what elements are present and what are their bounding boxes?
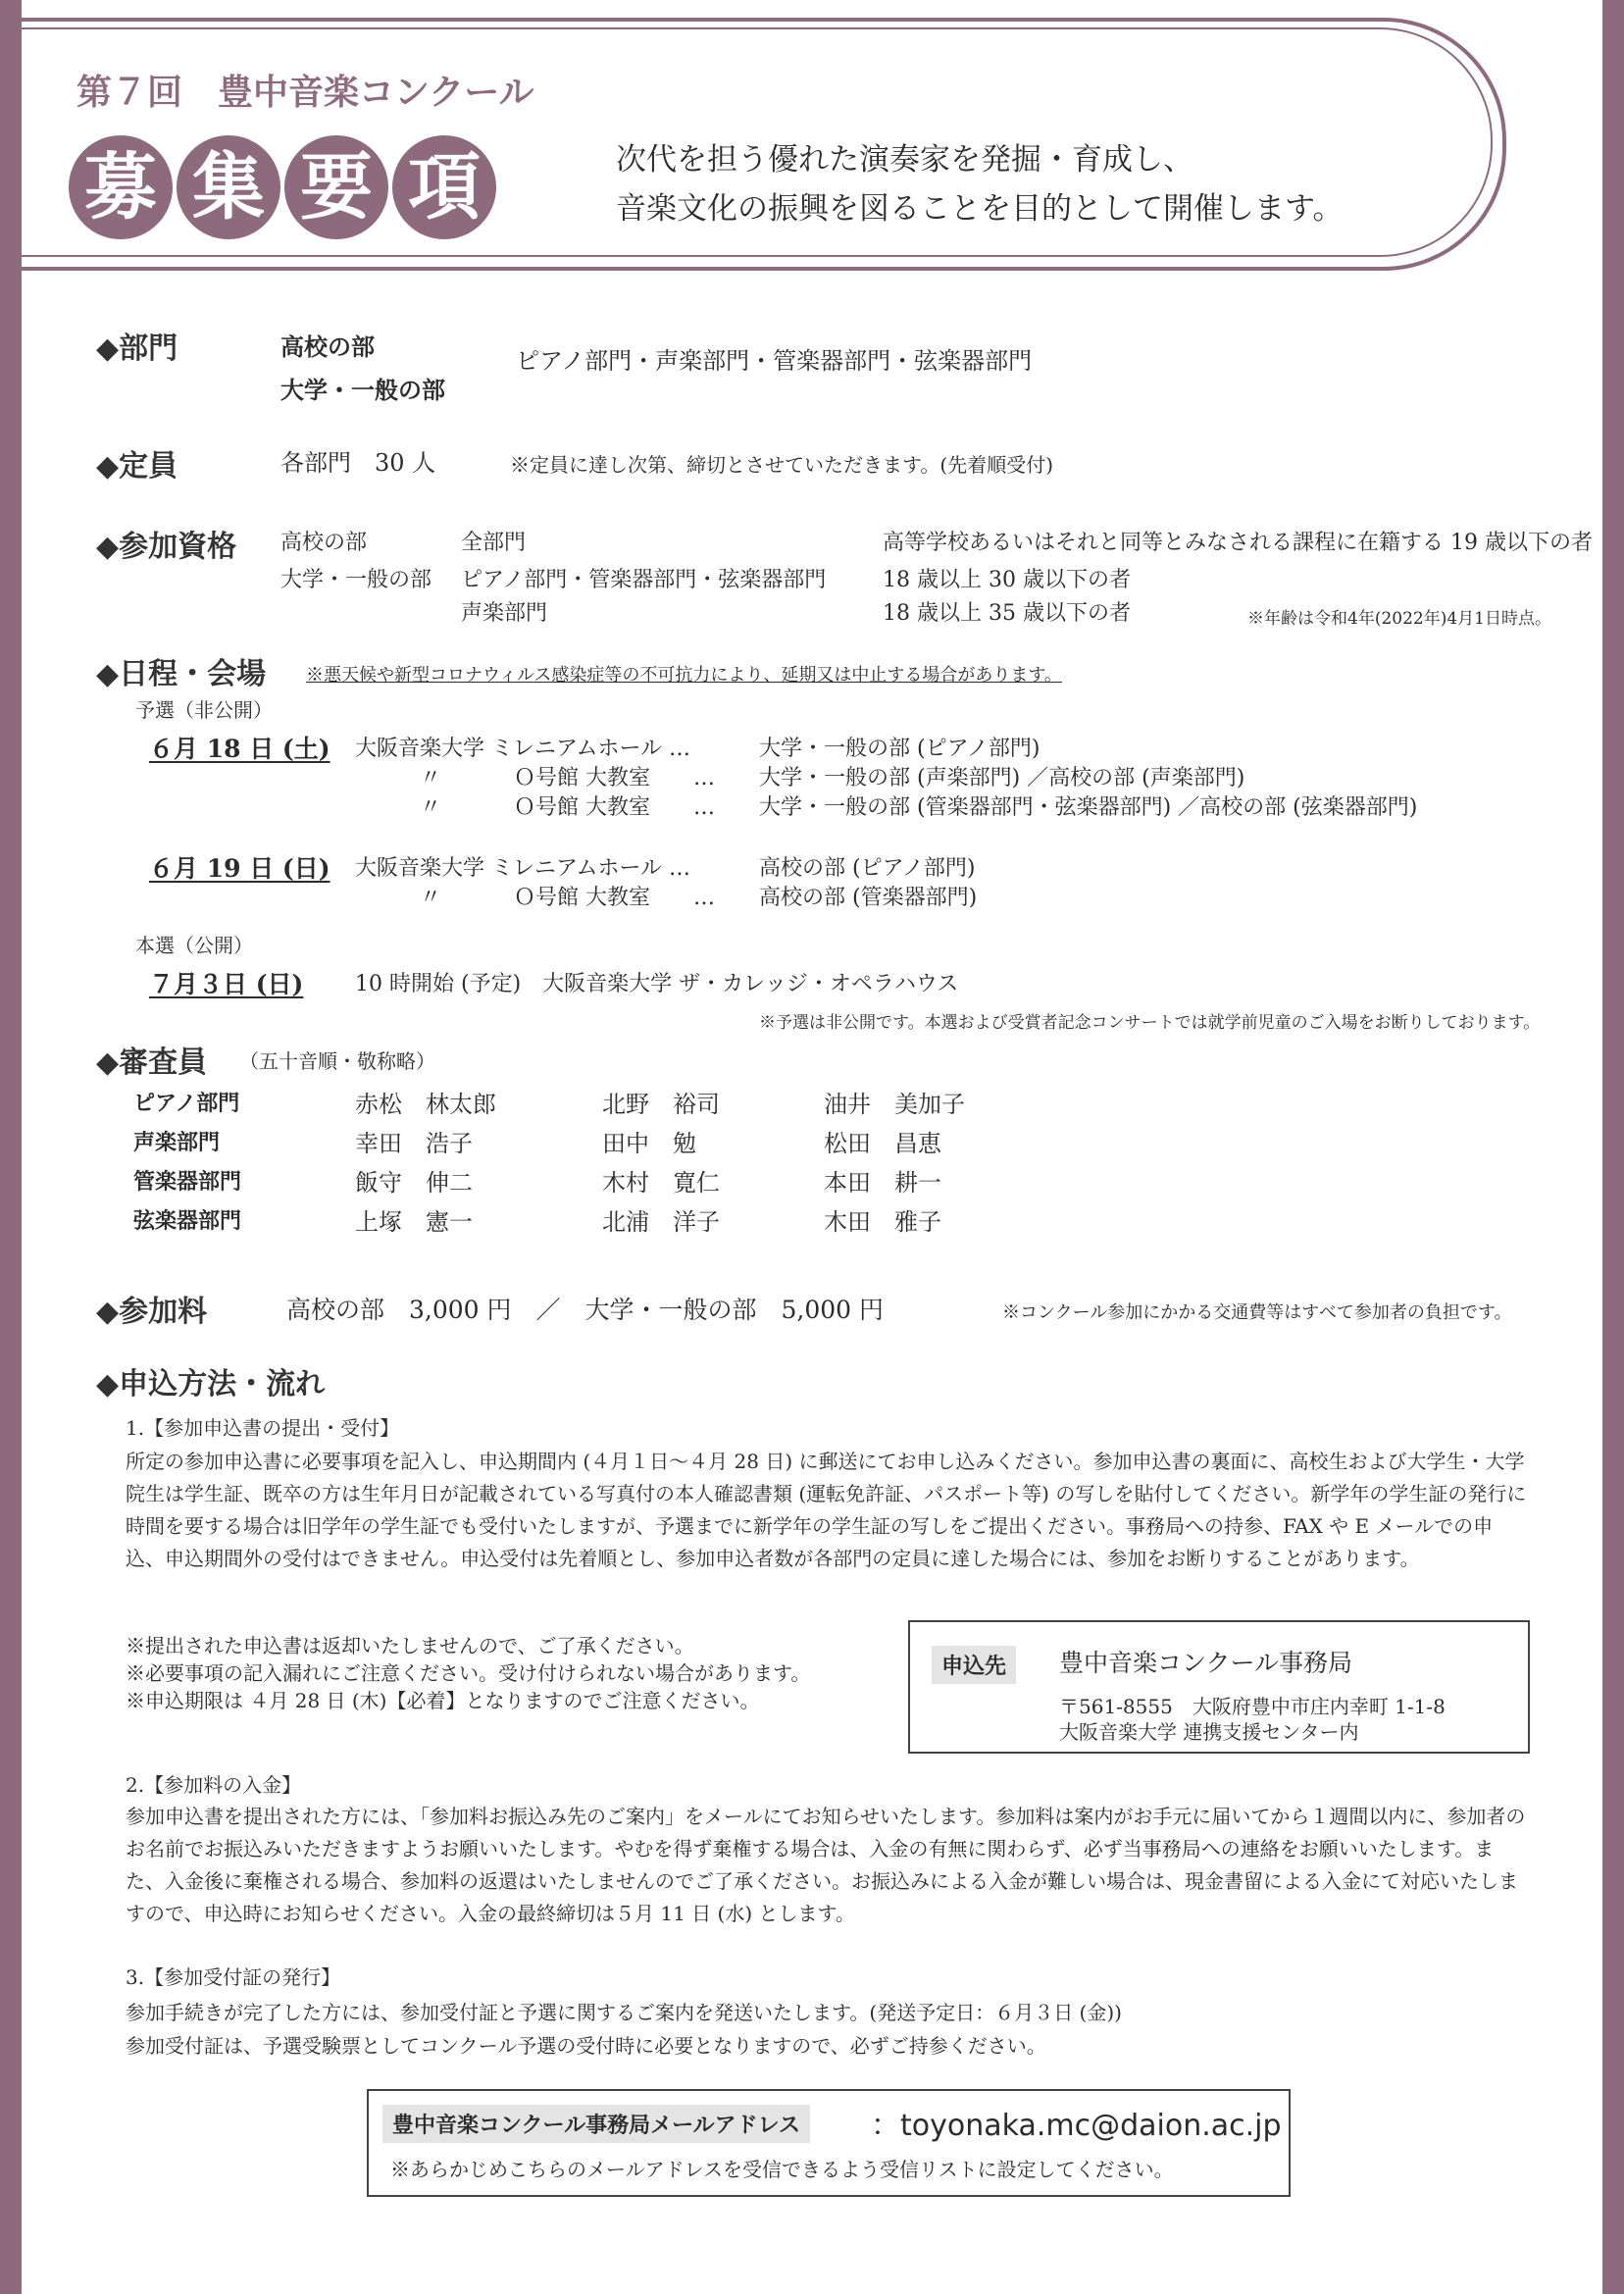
schedule-note: ※悪天候や新型コロナウィルス感染症等の不可抗力により、延期又は中止する場合があります。 bbox=[306, 665, 1062, 686]
june18-row2-ditto: 〃 bbox=[420, 766, 442, 790]
june18-row1-division: 大学・一般の部 (ピアノ部門) bbox=[759, 737, 1040, 761]
eligibility-r2-category: ピアノ部門・管楽器部門・弦楽器部門 bbox=[461, 568, 827, 592]
judge-dept-strings: 弦楽器部門 bbox=[133, 1208, 242, 1234]
eligibility-r1-requirement: 高等学校あるいはそれと同等とみなされる課程に在籍する 19 歳以下の者 bbox=[883, 531, 1593, 555]
june19-row2-venue: Ｏ号館 大教室 … bbox=[514, 886, 715, 910]
address-line-2: 大阪音楽大学 連携支援センター内 bbox=[1059, 1720, 1359, 1744]
june18-row3-venue: Ｏ号館 大教室 … bbox=[514, 795, 715, 820]
title-char-3: 要 bbox=[284, 135, 388, 239]
judge-name: 北浦 洋子 bbox=[602, 1208, 720, 1236]
june19-row1-venue: 大阪音楽大学 ミレニアムホール … bbox=[355, 856, 691, 881]
june18-row2-venue: Ｏ号館 大教室 … bbox=[514, 766, 715, 790]
step1-body: 所定の参加申込書に必要事項を記入し、申込期間内 (４月１日〜４月 28 日) に郵送にてお申し込みください。参加申込書の裏面に、高校生および大学生・大学院生は学生証、既卒の方は生年月日が記載されている写真付の本人確認書類 (運転免許証、パスポート等) の写しを貼付してください。新学年の学生証の発行に時間を要する場合は旧学年の学生証でも受付いたしますが、予選までに新学年の学生証の写しをご提出ください。事務局への持参、FAX や E メールでの申込、申込期間外の受付はできません。申込受付は先着順とし、参加申込者数が各部門の定員に達した場合には、参加をお断りすることがあります。 bbox=[126, 1450, 1527, 1570]
eligibility-r3-requirement: 18 歳以上 35 歳以下の者 bbox=[883, 601, 1131, 626]
step1-note-2: ※必要事項の記入漏れにご注意ください。受け付けられない場合があります。 bbox=[126, 1661, 811, 1685]
step1-note-3: ※申込期限は ４月 28 日 (木)【必着】となりますのでご注意ください。 bbox=[126, 1689, 760, 1712]
judge-dept-winds: 管楽器部門 bbox=[133, 1169, 242, 1195]
email-note: ※あらかじめこちらのメールアドレスを受信できるよう受信リストに設定してください。 bbox=[390, 2158, 1174, 2181]
judge-name: 田中 勉 bbox=[602, 1130, 696, 1157]
june18-row3-ditto: 〃 bbox=[420, 795, 442, 820]
address-tag: 申込先 bbox=[932, 1646, 1016, 1684]
contest-subtitle: 第７回 豊中音楽コンクール bbox=[76, 72, 534, 113]
june19-row1-division: 高校の部 (ピアノ部門) bbox=[759, 856, 976, 881]
email-box bbox=[367, 2089, 1291, 2197]
address-line-1: 〒561-8555 大阪府豊中市庄内幸町 1-1-8 bbox=[1059, 1695, 1446, 1718]
judge-dept-vocal: 声楽部門 bbox=[133, 1130, 221, 1155]
eligibility-age-note: ※年齢は令和4年(2022年)4月1日時点。 bbox=[1247, 609, 1551, 629]
step2-body: 参加申込書を提出された方には、「参加料お振込み先のご案内」をメールにてお知らせいたします。参加料は案内がお手元に届いてから１週間以内に、参加者のお名前でお振込みいただきますようお願いいたします。やむを得ず棄権する場合は、入金の有無に関わらず、必ず当事務局への連絡をお願いいたします。また、入金後に棄権される場合、参加料の返還はいたしませんのでご了承ください。お振込みによる入金が難しい場合は、現金書留による入金にて対応いたしますので、申込時にお知らせください。入金の最終締切は５月 11 日 (水) とします。 bbox=[126, 1805, 1526, 1925]
capacity-note: ※定員に達し次第、締切とさせていただきます。(先着順受付) bbox=[510, 453, 1054, 477]
step2-title: 2.【参加料の入金】 bbox=[126, 1773, 302, 1797]
judge-name: 飯守 伸二 bbox=[355, 1169, 473, 1197]
june18-row1-venue: 大阪音楽大学 ミレニアムホール … bbox=[355, 737, 691, 761]
fee-note: ※コンクール参加にかかる交通費等はすべて参加者の負担です。 bbox=[1002, 1302, 1512, 1323]
june19-row2-division: 高校の部 (管楽器部門) bbox=[759, 886, 978, 910]
section-heading-fee: ◆参加料 bbox=[96, 1295, 208, 1329]
judge-name: 上塚 憲一 bbox=[355, 1208, 473, 1236]
june18-row2-division: 大学・一般の部 (声楽部門) ／高校の部 (声楽部門) bbox=[759, 766, 1245, 790]
judge-name: 木田 雅子 bbox=[824, 1208, 941, 1236]
judge-name: 幸田 浩子 bbox=[355, 1130, 473, 1157]
address-office-name: 豊中音楽コンクール事務局 bbox=[1059, 1649, 1353, 1677]
division-high-school: 高校の部 bbox=[280, 332, 375, 361]
title-char-2: 集 bbox=[177, 135, 280, 239]
judge-name: 油井 美加子 bbox=[824, 1091, 965, 1118]
fee-value: 高校の部 3,000 円 ／ 大学・一般の部 5,000 円 bbox=[286, 1296, 885, 1324]
flyer-sheet bbox=[22, 0, 1602, 2294]
eligibility-r2-requirement: 18 歳以上 30 歳以下の者 bbox=[883, 568, 1131, 592]
eligibility-r1-division: 高校の部 bbox=[280, 531, 368, 555]
judge-dept-piano: ピアノ部門 bbox=[133, 1091, 240, 1116]
lead-line-1: 次代を担う優れた演奏家を発掘・育成し、 bbox=[616, 142, 1193, 178]
date-june-18: ６月 18 日 (土) bbox=[149, 735, 330, 763]
june18-row3-division: 大学・一般の部 (管楽器部門・弦楽器部門) ／高校の部 (弦楽器部門) bbox=[759, 795, 1418, 820]
lead-line-2: 音楽文化の振興を図ることを目的として開催します。 bbox=[616, 191, 1344, 227]
address-box bbox=[908, 1620, 1530, 1754]
title-char-4: 項 bbox=[392, 135, 496, 239]
judge-name: 赤松 林太郎 bbox=[355, 1091, 496, 1118]
judges-order-note: （五十音順・敬称略） bbox=[239, 1049, 435, 1073]
judge-name: 本田 耕一 bbox=[824, 1169, 941, 1197]
email-address[interactable]: ：toyonaka.mc@daion.ac.jp bbox=[871, 2109, 1282, 2143]
judge-name: 北野 裕司 bbox=[602, 1091, 720, 1118]
june19-row2-ditto: 〃 bbox=[420, 886, 442, 910]
final-detail: 10 時開始 (予定) 大阪音楽大学 ザ・カレッジ・オペラハウス bbox=[355, 972, 959, 996]
eligibility-r3-category: 声楽部門 bbox=[461, 601, 548, 626]
step1-title: 1.【参加申込書の提出・受付】 bbox=[126, 1416, 400, 1440]
section-heading-judges: ◆審査員 bbox=[96, 1045, 208, 1080]
step3-line-2: 参加受付証は、予選受験票としてコンクール予選の受付時に必要となりますので、必ずご持参ください。 bbox=[126, 2034, 1046, 2058]
eligibility-r1-category: 全部門 bbox=[461, 531, 527, 555]
step3-title: 3.【参加受付証の発行】 bbox=[126, 1965, 341, 1989]
date-june-19: ６月 19 日 (日) bbox=[149, 854, 330, 883]
eligibility-r2-division: 大学・一般の部 bbox=[280, 568, 432, 592]
email-label: 豊中音楽コンクール事務局メールアドレス bbox=[382, 2105, 810, 2143]
section-heading-shikaku: ◆参加資格 bbox=[96, 530, 237, 564]
judge-name: 木村 寛仁 bbox=[602, 1169, 720, 1197]
section-heading-teiin: ◆定員 bbox=[96, 449, 178, 484]
date-july-3: ７月３日 (日) bbox=[149, 970, 304, 998]
judge-name: 松田 昌恵 bbox=[824, 1130, 941, 1157]
step3-line-1: 参加手続きが完了した方には、参加受付証と予選に関するご案内を発送いたします。(発送予定日：６月３日 (金)) bbox=[126, 2001, 1122, 2024]
final-admission-note: ※予選は非公開です。本選および受賞者記念コンサートでは就学前児童のご入場をお断りしております。 bbox=[759, 1013, 1541, 1033]
section-heading-bumon: ◆部門 bbox=[96, 331, 178, 366]
preliminary-label: 予選（非公開） bbox=[135, 698, 273, 722]
division-university-general: 大学・一般の部 bbox=[280, 376, 445, 404]
title-char-1: 募 bbox=[69, 135, 173, 239]
step1-note-1: ※提出された申込書は返却いたしませんので、ご了承ください。 bbox=[126, 1634, 694, 1657]
section-heading-apply: ◆申込方法・流れ bbox=[96, 1367, 326, 1402]
final-label: 本選（公開） bbox=[135, 934, 253, 957]
capacity-value: 各部門 30 人 bbox=[280, 449, 436, 477]
section-heading-nittei: ◆日程・会場 bbox=[96, 657, 267, 691]
department-list: ピアノ部門・声楽部門・管楽器部門・弦楽器部門 bbox=[516, 347, 1033, 375]
